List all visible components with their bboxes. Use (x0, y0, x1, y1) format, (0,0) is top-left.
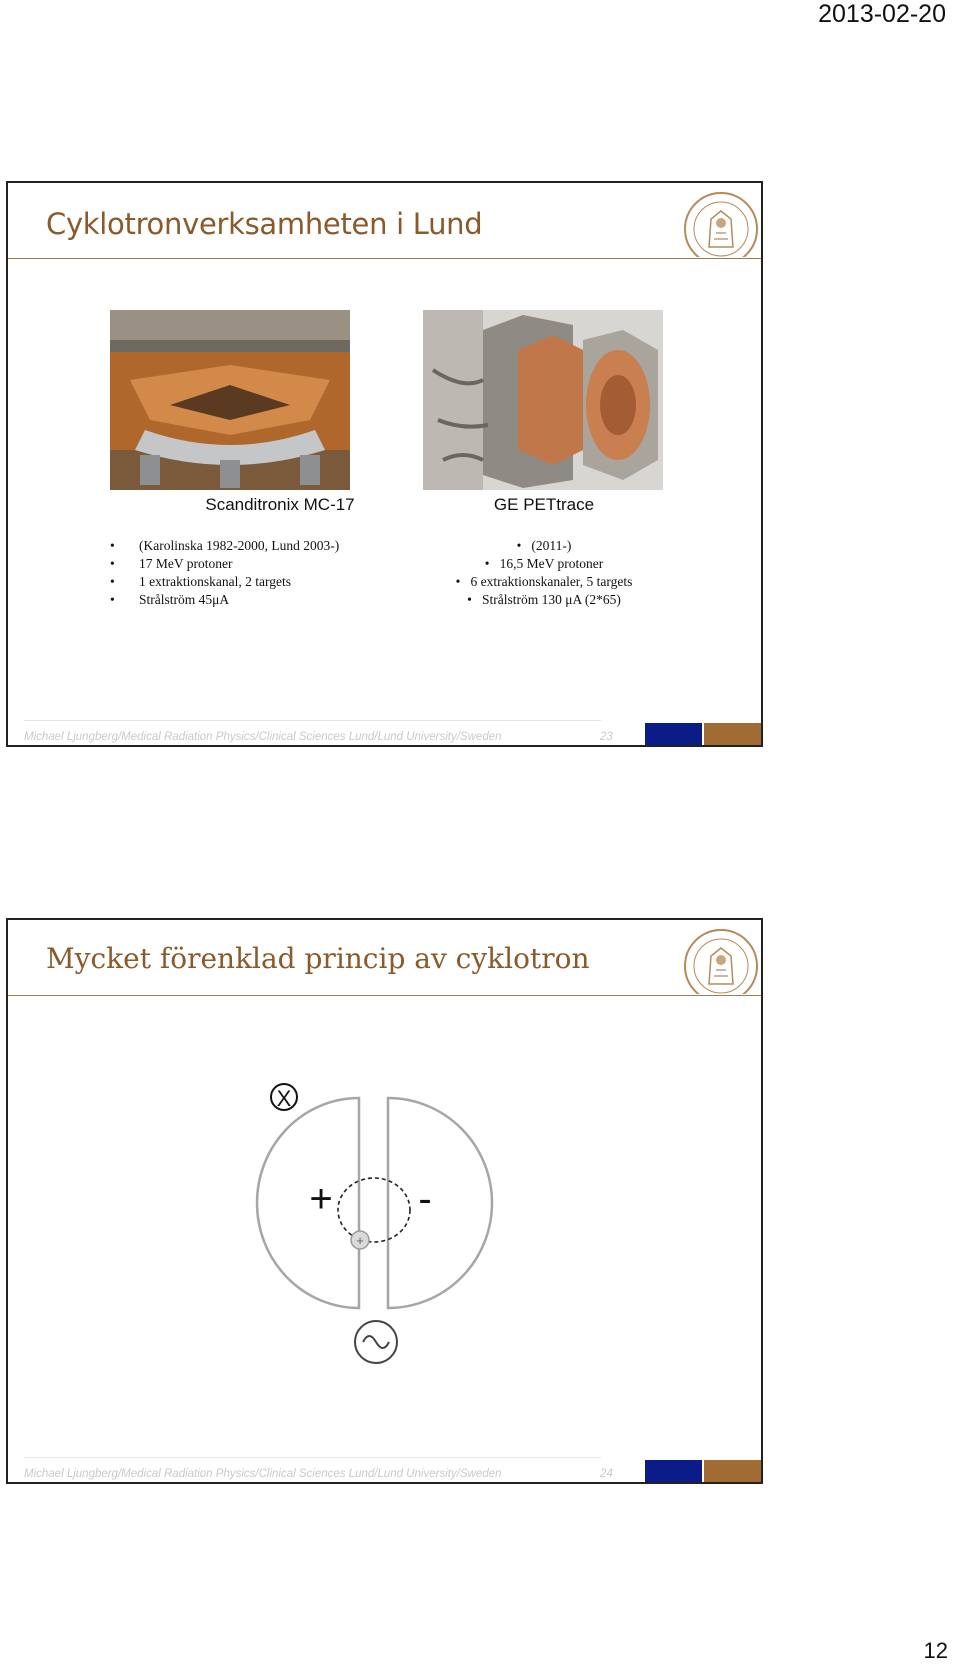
footer-author-text: Michael Ljungberg/Medical Radiation Physics/Clinical Sciences Lund/Lund University/Sweden (24, 1468, 502, 1480)
list-item: • Strålström 45μA (110, 591, 450, 609)
list-item: • 1 extraktionskanal, 2 targets (110, 573, 450, 591)
list-item: • 6 extraktionskanaler, 5 targets (374, 573, 714, 591)
footer-divider (24, 720, 601, 721)
slide-number: 24 (600, 1468, 613, 1480)
scanditronix-mc17-photo (110, 310, 350, 490)
footer-bronze-block (704, 1460, 763, 1482)
list-item: • 17 MeV protoner (110, 555, 450, 573)
right-dee-electrode (388, 1098, 492, 1308)
pettrace-column (374, 495, 714, 609)
negative-dee-label: - (418, 1177, 432, 1221)
slide-cyclotron-lund (6, 181, 763, 747)
pettrace-bullet-list (374, 537, 714, 609)
proton-charge-label: + (356, 1233, 364, 1248)
footer-bronze-block (704, 723, 763, 745)
slide-title: Mycket förenklad princip av cyklotron (46, 942, 590, 975)
title-divider (8, 258, 761, 259)
left-dee-electrode (257, 1098, 359, 1308)
slide-number: 23 (600, 731, 613, 743)
slide-cyclotron-principle (6, 918, 763, 1484)
ge-pettrace-photo (423, 310, 663, 490)
footer-author-text: Michael Ljungberg/Medical Radiation Physics/Clinical Sciences Lund/Lund University/Sweden (24, 731, 502, 743)
page-number: 12 (923, 1638, 948, 1663)
footer-blue-block (645, 1460, 702, 1482)
pettrace-heading: GE PETtrace (493, 495, 595, 514)
footer-blue-block (645, 723, 702, 745)
list-item: • Strålström 130 μA (2*65) (374, 591, 714, 609)
list-item: • 16,5 MeV protoner (374, 555, 714, 573)
list-item: • (2011-) (374, 537, 714, 555)
footer-divider (24, 1457, 601, 1458)
slide-title: Cyklotronverksamheten i Lund (46, 207, 483, 241)
page-date: 2013-02-20 (818, 0, 946, 28)
cyclotron-diagram (8, 920, 763, 1484)
lund-university-seal-logo (681, 189, 761, 257)
magnetic-field-symbol: X (276, 1086, 292, 1111)
particle-orbit-path (338, 1178, 410, 1242)
list-item: • (Karolinska 1982-2000, Lund 2003-) (110, 537, 450, 555)
positive-dee-label: + (309, 1177, 333, 1221)
scanditronix-heading: Scanditronix MC-17 (205, 495, 355, 514)
